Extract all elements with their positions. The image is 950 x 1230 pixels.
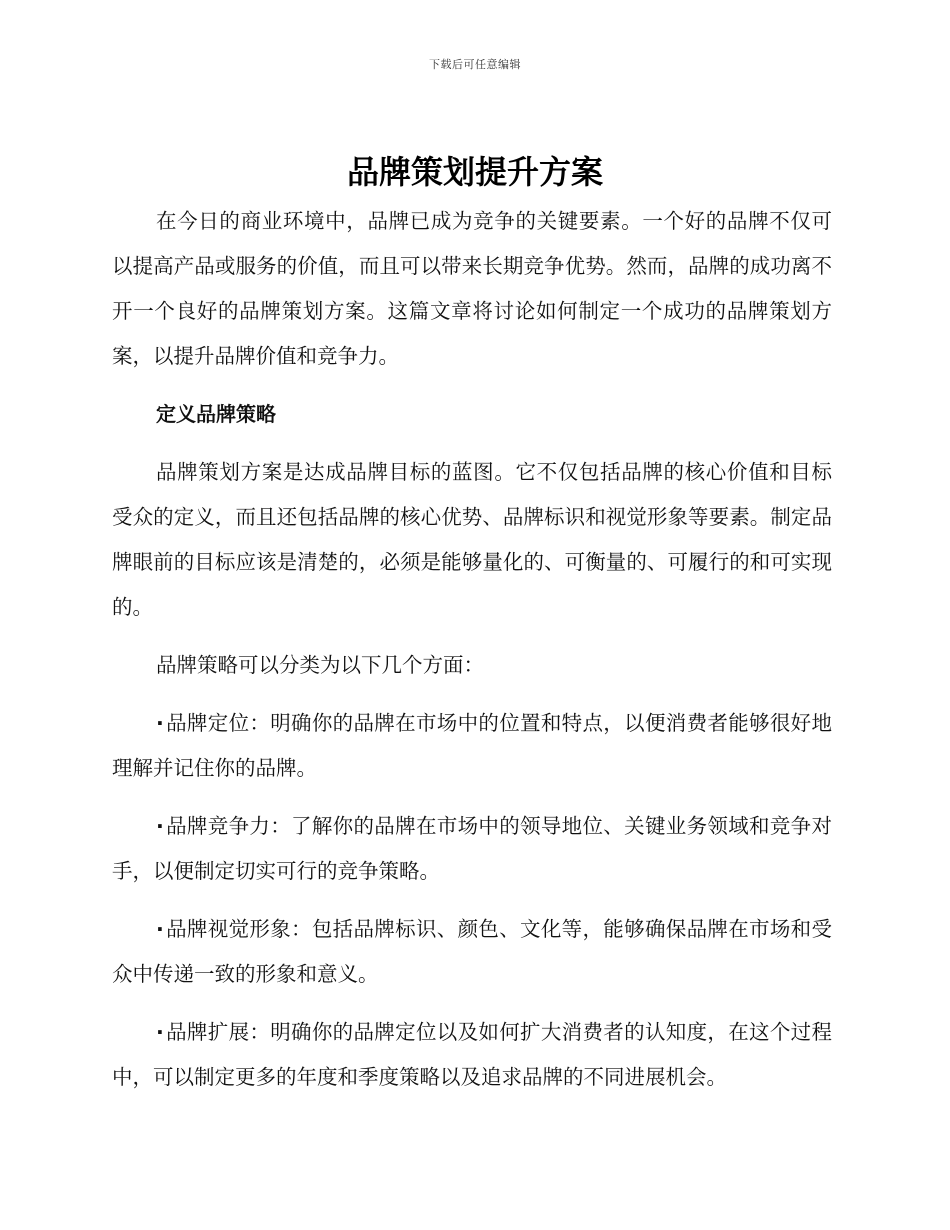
bullet-item [112, 907, 832, 997]
bullet-text: 品牌扩展：明确你的品牌定位以及如何扩大消费者的认知度，在这个过程中，可以制定更多的年度和季度策略以及追求品牌的不同进展机会。 [112, 1020, 832, 1089]
bullet-text: 品牌定位：明确你的品牌在市场中的位置和特点，以便消费者能够很好地理解并记住你的品牌。 [112, 711, 832, 780]
bullet-item [112, 1010, 832, 1100]
intro-paragraph: 在今日的商业环境中，品牌已成为竞争的关键要素。一个好的品牌不仅可以提高产品或服务的价值，而且可以带来长期竞争优势。然而，品牌的成功离不开一个良好的品牌策划方案。这篇文章将讨论如何制定一个成功的品牌策划方案，以提升品牌价值和竞争力。 [112, 209, 832, 368]
bullet-marker: · [156, 917, 164, 941]
bullet-marker: · [156, 814, 164, 838]
section-paragraph: 品牌策划方案是达成品牌目标的蓝图。它不仅包括品牌的核心价值和目标受众的定义，而且还包括品牌的核心优势、品牌标识和视觉形象等要素。制定品牌眼前的目标应该是清楚的，必须是能够量化的、可衡量的、可履行的和可实现的。 [112, 460, 832, 619]
bullet-text: 品牌视觉形象：包括品牌标识、颜色、文化等，能够确保品牌在市场和受众中传递一致的形象和意义。 [112, 917, 832, 986]
document-body [112, 199, 832, 1100]
bullet-marker: · [156, 711, 164, 735]
bullet-marker: · [156, 1020, 164, 1044]
section-paragraph: 品牌策略可以分类为以下几个方面： [156, 653, 484, 677]
bullet-text: 品牌竞争力：了解你的品牌在市场中的领导地位、关键业务领域和竞争对手，以便制定切实可行的竞争策略。 [112, 814, 832, 883]
page-header-note: 下载后可任意编辑 [429, 58, 521, 71]
document-title: 品牌策划提升方案 [346, 153, 603, 191]
bullet-item [112, 701, 832, 791]
section-heading: 定义品牌策略 [156, 402, 276, 426]
bullet-item [112, 804, 832, 894]
